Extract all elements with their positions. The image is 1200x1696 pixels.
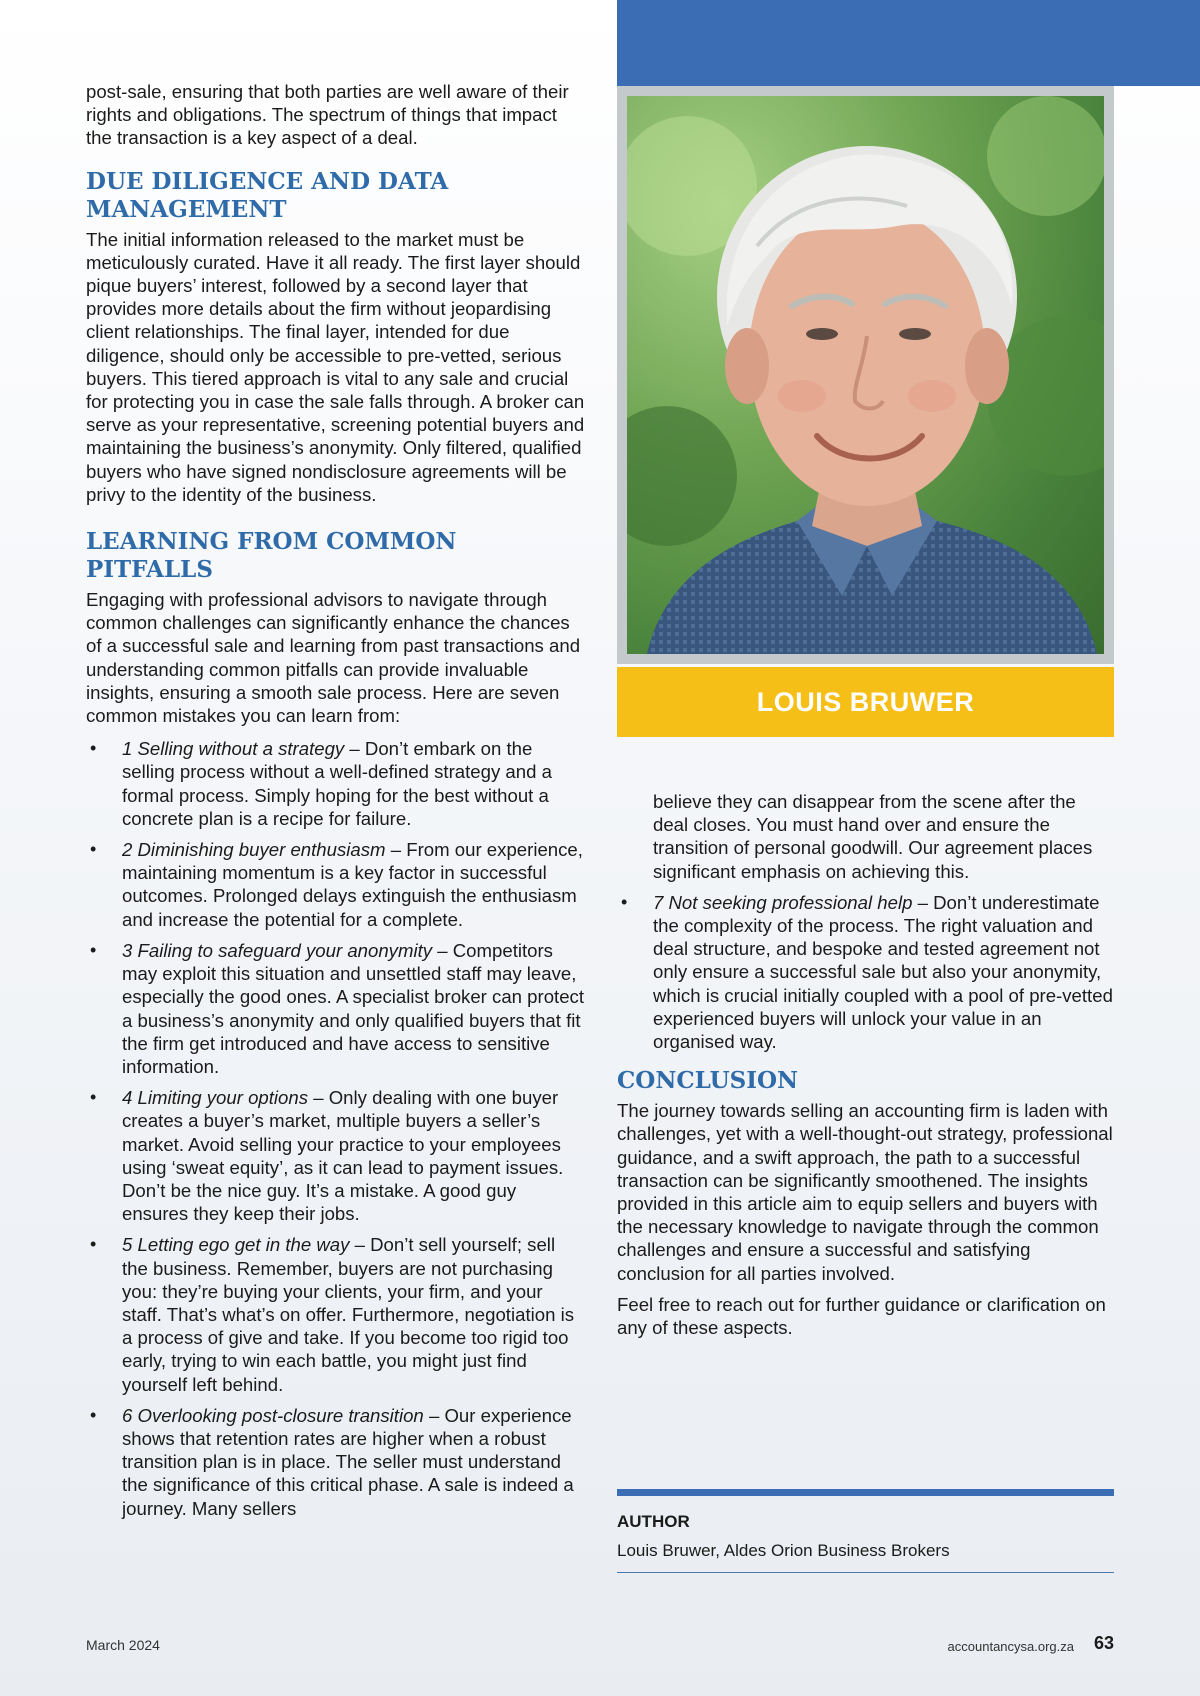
list-item-text: – Don’t underestimate the complexity of the process. The right valuation and deal structure, and bespoke and tested agreement not only ensure a successful sale but also your anonymity, which is crucial initially coupled with a pool of pre-vetted experienced buyers will unlock your value in an organised way.	[653, 891, 1113, 1053]
bullet-icon: •	[621, 891, 628, 912]
bullet-icon: •	[90, 939, 97, 960]
author-label: AUTHOR	[617, 1512, 690, 1531]
pitfalls-list-continued	[617, 790, 1114, 1053]
list-item-title: 6 Overlooking post-closure transition	[122, 1404, 424, 1426]
list-item-title: 3 Failing to safeguard your anonymity	[122, 939, 433, 961]
list-item-text: believe they can disappear from the scene after the deal closes. You must hand over and ensure the transition of personal goodwill. Our agreement places significant emphasis on achieving this.	[653, 791, 1093, 882]
list-item-continued	[617, 790, 1114, 883]
conclusion-paragraph: The journey towards selling an accounting firm is laden with challenges, yet with a well-thought-out strategy, professional guidance, and a swift approach, the path to a successful transaction can be significantly smoothened. The insights provided in this article aim to equip sellers and buyers with the necessary knowledge to navigate through the common challenges and ensure a successful and satisfying conclusion for all parties involved.	[617, 1100, 1113, 1284]
page-number: 63	[1093, 1633, 1114, 1653]
list-item-title: 5 Letting ego get in the way	[122, 1234, 350, 1256]
list-item	[86, 1086, 586, 1225]
top-accent-bar	[617, 0, 1200, 86]
pitfalls-list	[86, 737, 586, 1520]
portrait-caption	[617, 667, 1114, 737]
list-item-text: – Our experience shows that retention rates are higher when a robust transition plan is in place. The seller must understand the significance of this critical phase. A sale is indeed a journey. Many sellers	[122, 1404, 574, 1519]
list-item-text: – Don’t sell yourself; sell the business. Remember, buyers are not purchasing you: they’re buying your clients, your firm, and your staff. That’s what’s on offer. Furthermore, negotiation is a process of give and take. If you become too rigid too early, trying to win each battle, you might just find yourself left behind.	[122, 1234, 575, 1395]
bullet-icon: •	[90, 1234, 97, 1255]
list-item-title: 2 Diminishing buyer enthusiasm	[122, 839, 386, 861]
heading-common-pitfalls: LEARNING FROM COMMON PITFALLS	[86, 528, 457, 584]
due-diligence-paragraph: The initial information released to the market must be meticulously curated. Have it all ready. The first layer should pique buyers’ interest, followed by a second layer that provides more details about the firm without jeopardising client relationships. The final layer, intended for due diligence, should only be accessible to pre-vetted, serious buyers. This tiered approach is vital to any sale and crucial for protecting you in case the sale falls through. A broker can serve as your representative, screening potential buyers and maintaining the business’s anonymity. Only filtered, qualified buyers who have signed nondisclosure agreements will be privy to the identity of the business.	[86, 228, 585, 505]
list-item-title: 4 Limiting your options	[122, 1087, 309, 1109]
list-item	[86, 939, 586, 1078]
list-item	[86, 1233, 586, 1395]
list-item-title: 7 Not seeking professional help	[653, 891, 913, 913]
portrait-frame	[617, 86, 1114, 664]
heading-due-diligence: DUE DILIGENCE AND DATA MANAGEMENT	[86, 167, 449, 223]
bullet-icon: •	[90, 1087, 97, 1108]
bullet-icon: •	[90, 738, 97, 759]
list-item	[617, 891, 1114, 1053]
list-item-text: – Only dealing with one buyer creates a buyer’s market, multiple buyers a seller’s market. Avoid selling your practice to your employees using ‘sweat equity’, as it can lead to payment issues. Don’t be the nice guy. It’s a mistake. A good guy ensures they keep their jobs.	[122, 1087, 564, 1225]
portrait-illustration	[627, 96, 1104, 654]
author-portrait	[627, 96, 1104, 654]
list-item	[86, 838, 586, 931]
closing-paragraph: Feel free to reach out for further guidance or clarification on any of these aspects.	[617, 1293, 1106, 1339]
intro-paragraph: post-sale, ensuring that both parties are well aware of their rights and obligations. The spectrum of things that impact the transaction is a key aspect of a deal.	[86, 81, 569, 149]
bullet-icon: •	[90, 839, 97, 860]
author-divider	[617, 1572, 1114, 1573]
footer-date: March 2024	[86, 1637, 160, 1653]
heading-conclusion: CONCLUSION	[617, 1067, 799, 1095]
pitfalls-paragraph: Engaging with professional advisors to navigate through common challenges can significantly enhance the chances of a successful sale and learning from past transactions and understanding common pitfalls can provide invaluable insights, ensuring a smooth sale process. Here are seven common mistakes you can learn from:	[86, 589, 581, 727]
list-item	[86, 1404, 586, 1520]
list-item	[86, 737, 586, 830]
list-item-text: – Don’t embark on the selling process without a well-defined strategy and a formal process. Simply hoping for the best without a concrete plan is a recipe for failure.	[122, 738, 552, 829]
author-accent-bar	[617, 1489, 1114, 1496]
footer-website: accountancysa.org.za	[947, 1639, 1074, 1654]
left-column	[86, 80, 586, 1528]
author-name: Louis Bruwer, Aldes Orion Business Brokers	[617, 1541, 950, 1560]
list-item-text: – From our experience, maintaining momentum is a key factor in successful outcomes. Prolonged delays extinguish the enthusiasm and increase the potential for a complete.	[122, 839, 583, 930]
portrait-name: LOUIS BRUWER	[756, 686, 975, 717]
list-item-text: – Competitors may exploit this situation and unsettled staff may leave, especially the good ones. A specialist broker can protect a business’s anonymity and only qualified buyers that fit the firm get introduced and have access to sensitive information.	[122, 939, 585, 1077]
bullet-icon: •	[90, 1404, 97, 1425]
right-column	[617, 790, 1114, 1347]
list-item-title: 1 Selling without a strategy	[122, 738, 345, 760]
